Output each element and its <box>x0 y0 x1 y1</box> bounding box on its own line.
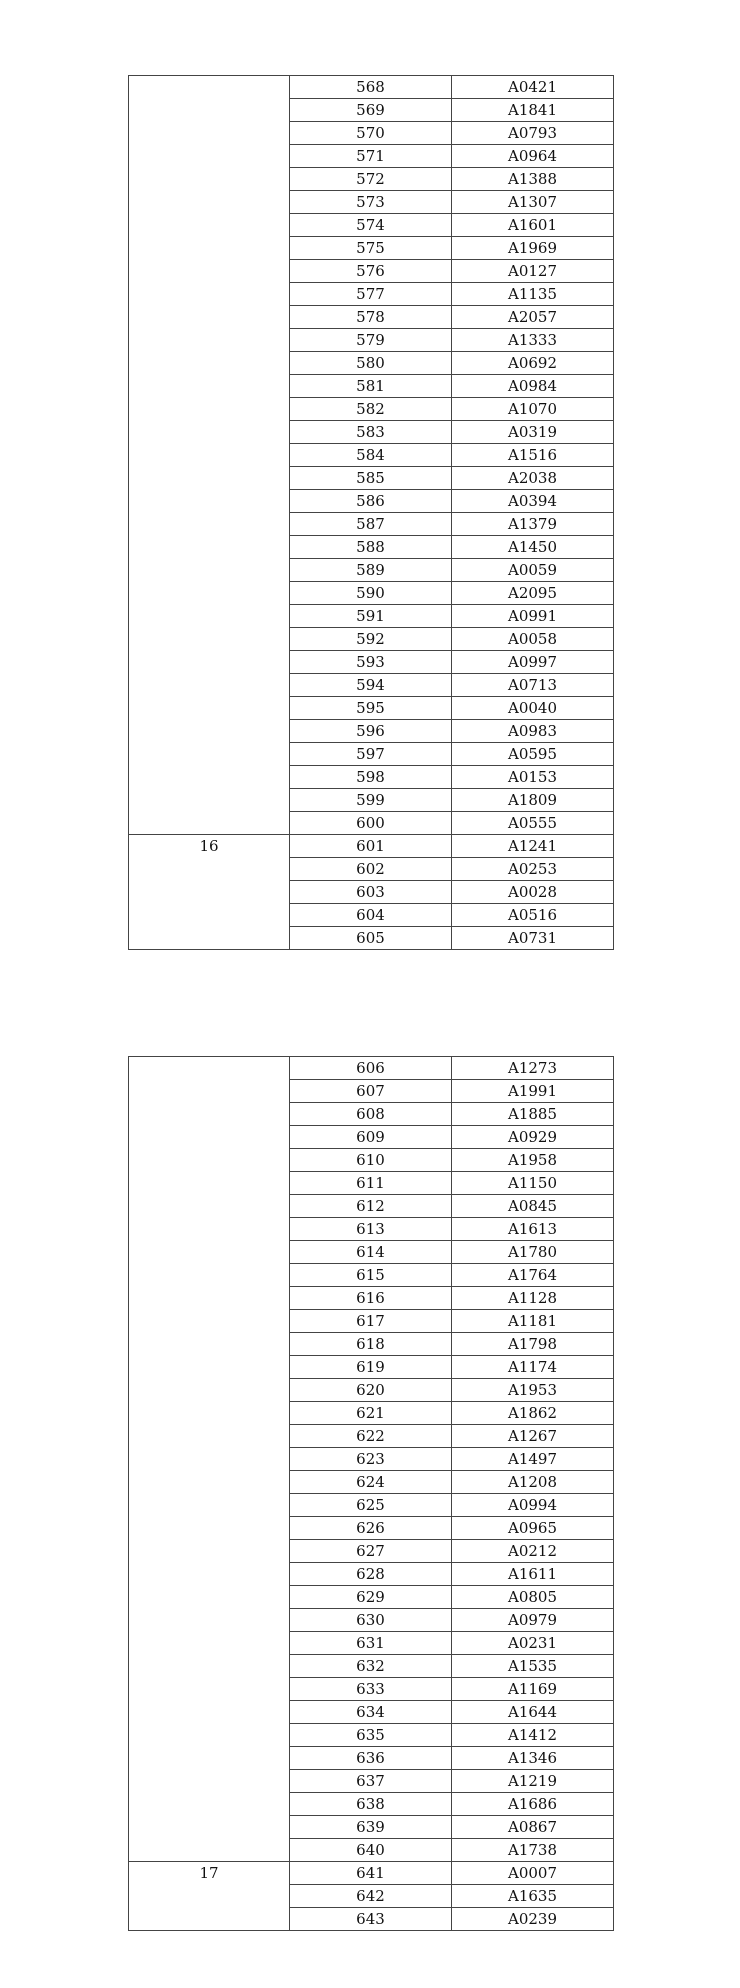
sequence-number-cell: 574 <box>290 214 452 237</box>
code-cell: A1644 <box>452 1701 614 1724</box>
sequence-number-cell: 624 <box>290 1471 452 1494</box>
sequence-number-cell: 616 <box>290 1287 452 1310</box>
group-number-cell: 16 <box>129 835 290 950</box>
code-cell: A1613 <box>452 1218 614 1241</box>
table-body <box>129 76 614 950</box>
sequence-number-cell: 597 <box>290 743 452 766</box>
sequence-number-cell: 576 <box>290 260 452 283</box>
sequence-number-cell: 595 <box>290 697 452 720</box>
sequence-number-cell: 640 <box>290 1839 452 1862</box>
sequence-number-cell: 623 <box>290 1448 452 1471</box>
code-cell: A0984 <box>452 375 614 398</box>
assignment-table-2 <box>128 1056 614 1931</box>
sequence-number-cell: 614 <box>290 1241 452 1264</box>
code-cell: A1346 <box>452 1747 614 1770</box>
sequence-number-cell: 627 <box>290 1540 452 1563</box>
code-cell: A1450 <box>452 536 614 559</box>
sequence-number-cell: 586 <box>290 490 452 513</box>
sequence-number-cell: 598 <box>290 766 452 789</box>
sequence-number-cell: 618 <box>290 1333 452 1356</box>
code-cell: A0965 <box>452 1517 614 1540</box>
sequence-number-cell: 589 <box>290 559 452 582</box>
sequence-number-cell: 570 <box>290 122 452 145</box>
sequence-number-cell: 630 <box>290 1609 452 1632</box>
sequence-number-cell: 625 <box>290 1494 452 1517</box>
sequence-number-cell: 592 <box>290 628 452 651</box>
code-cell: A0555 <box>452 812 614 835</box>
sequence-number-cell: 634 <box>290 1701 452 1724</box>
sequence-number-cell: 620 <box>290 1379 452 1402</box>
code-cell: A1241 <box>452 835 614 858</box>
code-cell: A1764 <box>452 1264 614 1287</box>
sequence-number-cell: 629 <box>290 1586 452 1609</box>
assignment-table-1 <box>128 75 614 950</box>
sequence-number-cell: 613 <box>290 1218 452 1241</box>
sequence-number-cell: 633 <box>290 1678 452 1701</box>
code-cell: A1611 <box>452 1563 614 1586</box>
code-cell: A1969 <box>452 237 614 260</box>
code-cell: A1181 <box>452 1310 614 1333</box>
sequence-number-cell: 609 <box>290 1126 452 1149</box>
code-cell: A1991 <box>452 1080 614 1103</box>
sequence-number-cell: 582 <box>290 398 452 421</box>
code-cell: A0731 <box>452 927 614 950</box>
sequence-number-cell: 605 <box>290 927 452 950</box>
code-cell: A0713 <box>452 674 614 697</box>
code-cell: A1412 <box>452 1724 614 1747</box>
code-cell: A1635 <box>452 1885 614 1908</box>
code-cell: A0692 <box>452 352 614 375</box>
table-body <box>129 1057 614 1931</box>
code-cell: A0007 <box>452 1862 614 1885</box>
code-cell: A0153 <box>452 766 614 789</box>
code-cell: A1333 <box>452 329 614 352</box>
sequence-number-cell: 575 <box>290 237 452 260</box>
sequence-number-cell: 635 <box>290 1724 452 1747</box>
sequence-number-cell: 579 <box>290 329 452 352</box>
sequence-number-cell: 641 <box>290 1862 452 1885</box>
sequence-number-cell: 631 <box>290 1632 452 1655</box>
code-cell: A1601 <box>452 214 614 237</box>
code-cell: A1307 <box>452 191 614 214</box>
sequence-number-cell: 584 <box>290 444 452 467</box>
sequence-number-cell: 603 <box>290 881 452 904</box>
sequence-number-cell: 587 <box>290 513 452 536</box>
code-cell: A0127 <box>452 260 614 283</box>
sequence-number-cell: 643 <box>290 1908 452 1931</box>
code-cell: A1208 <box>452 1471 614 1494</box>
code-cell: A1174 <box>452 1356 614 1379</box>
sequence-number-cell: 602 <box>290 858 452 881</box>
sequence-number-cell: 593 <box>290 651 452 674</box>
code-cell: A0793 <box>452 122 614 145</box>
sequence-number-cell: 580 <box>290 352 452 375</box>
code-cell: A0319 <box>452 421 614 444</box>
code-cell: A0212 <box>452 1540 614 1563</box>
sequence-number-cell: 585 <box>290 467 452 490</box>
table-row <box>129 1057 614 1080</box>
sequence-number-cell: 628 <box>290 1563 452 1586</box>
sequence-number-cell: 611 <box>290 1172 452 1195</box>
sequence-number-cell: 607 <box>290 1080 452 1103</box>
code-cell: A1388 <box>452 168 614 191</box>
code-cell: A1798 <box>452 1333 614 1356</box>
sequence-number-cell: 636 <box>290 1747 452 1770</box>
code-cell: A0231 <box>452 1632 614 1655</box>
sequence-number-cell: 568 <box>290 76 452 99</box>
code-cell: A0059 <box>452 559 614 582</box>
code-cell: A1535 <box>452 1655 614 1678</box>
sequence-number-cell: 581 <box>290 375 452 398</box>
group-number-cell <box>129 1057 290 1862</box>
sequence-number-cell: 619 <box>290 1356 452 1379</box>
code-cell: A1273 <box>452 1057 614 1080</box>
code-cell: A1135 <box>452 283 614 306</box>
sequence-number-cell: 637 <box>290 1770 452 1793</box>
sequence-number-cell: 572 <box>290 168 452 191</box>
code-cell: A0421 <box>452 76 614 99</box>
code-cell: A1219 <box>452 1770 614 1793</box>
code-cell: A1862 <box>452 1402 614 1425</box>
code-cell: A0983 <box>452 720 614 743</box>
code-cell: A1267 <box>452 1425 614 1448</box>
sequence-number-cell: 621 <box>290 1402 452 1425</box>
code-cell: A1379 <box>452 513 614 536</box>
code-cell: A2095 <box>452 582 614 605</box>
sequence-number-cell: 599 <box>290 789 452 812</box>
code-cell: A2057 <box>452 306 614 329</box>
code-cell: A1809 <box>452 789 614 812</box>
group-number-cell <box>129 76 290 835</box>
sequence-number-cell: 569 <box>290 99 452 122</box>
code-cell: A1497 <box>452 1448 614 1471</box>
code-cell: A0867 <box>452 1816 614 1839</box>
sequence-number-cell: 606 <box>290 1057 452 1080</box>
sequence-number-cell: 571 <box>290 145 452 168</box>
group-number-cell: 17 <box>129 1862 290 1931</box>
sequence-number-cell: 588 <box>290 536 452 559</box>
code-cell: A0997 <box>452 651 614 674</box>
code-cell: A0253 <box>452 858 614 881</box>
code-cell: A0239 <box>452 1908 614 1931</box>
code-cell: A2038 <box>452 467 614 490</box>
code-cell: A0964 <box>452 145 614 168</box>
sequence-number-cell: 638 <box>290 1793 452 1816</box>
sequence-number-cell: 608 <box>290 1103 452 1126</box>
table-row <box>129 1862 614 1885</box>
sequence-number-cell: 590 <box>290 582 452 605</box>
code-cell: A1070 <box>452 398 614 421</box>
sequence-number-cell: 594 <box>290 674 452 697</box>
code-cell: A0994 <box>452 1494 614 1517</box>
code-cell: A1953 <box>452 1379 614 1402</box>
code-cell: A0516 <box>452 904 614 927</box>
sequence-number-cell: 615 <box>290 1264 452 1287</box>
sequence-number-cell: 601 <box>290 835 452 858</box>
sequence-number-cell: 610 <box>290 1149 452 1172</box>
code-cell: A0979 <box>452 1609 614 1632</box>
table-row <box>129 835 614 858</box>
code-cell: A1516 <box>452 444 614 467</box>
sequence-number-cell: 577 <box>290 283 452 306</box>
sequence-number-cell: 578 <box>290 306 452 329</box>
sequence-number-cell: 604 <box>290 904 452 927</box>
code-cell: A0040 <box>452 697 614 720</box>
code-cell: A1780 <box>452 1241 614 1264</box>
sequence-number-cell: 617 <box>290 1310 452 1333</box>
code-cell: A0991 <box>452 605 614 628</box>
code-cell: A1841 <box>452 99 614 122</box>
code-cell: A0595 <box>452 743 614 766</box>
sequence-number-cell: 596 <box>290 720 452 743</box>
sequence-number-cell: 583 <box>290 421 452 444</box>
code-cell: A0394 <box>452 490 614 513</box>
sequence-number-cell: 626 <box>290 1517 452 1540</box>
code-cell: A1128 <box>452 1287 614 1310</box>
code-cell: A0805 <box>452 1586 614 1609</box>
sequence-number-cell: 639 <box>290 1816 452 1839</box>
sequence-number-cell: 591 <box>290 605 452 628</box>
sequence-number-cell: 632 <box>290 1655 452 1678</box>
sequence-number-cell: 622 <box>290 1425 452 1448</box>
sequence-number-cell: 642 <box>290 1885 452 1908</box>
code-cell: A0929 <box>452 1126 614 1149</box>
sequence-number-cell: 600 <box>290 812 452 835</box>
code-cell: A1686 <box>452 1793 614 1816</box>
table-row <box>129 76 614 99</box>
sequence-number-cell: 573 <box>290 191 452 214</box>
code-cell: A1885 <box>452 1103 614 1126</box>
code-cell: A0058 <box>452 628 614 651</box>
code-cell: A0028 <box>452 881 614 904</box>
code-cell: A1958 <box>452 1149 614 1172</box>
code-cell: A0845 <box>452 1195 614 1218</box>
code-cell: A1738 <box>452 1839 614 1862</box>
code-cell: A1169 <box>452 1678 614 1701</box>
sequence-number-cell: 612 <box>290 1195 452 1218</box>
code-cell: A1150 <box>452 1172 614 1195</box>
